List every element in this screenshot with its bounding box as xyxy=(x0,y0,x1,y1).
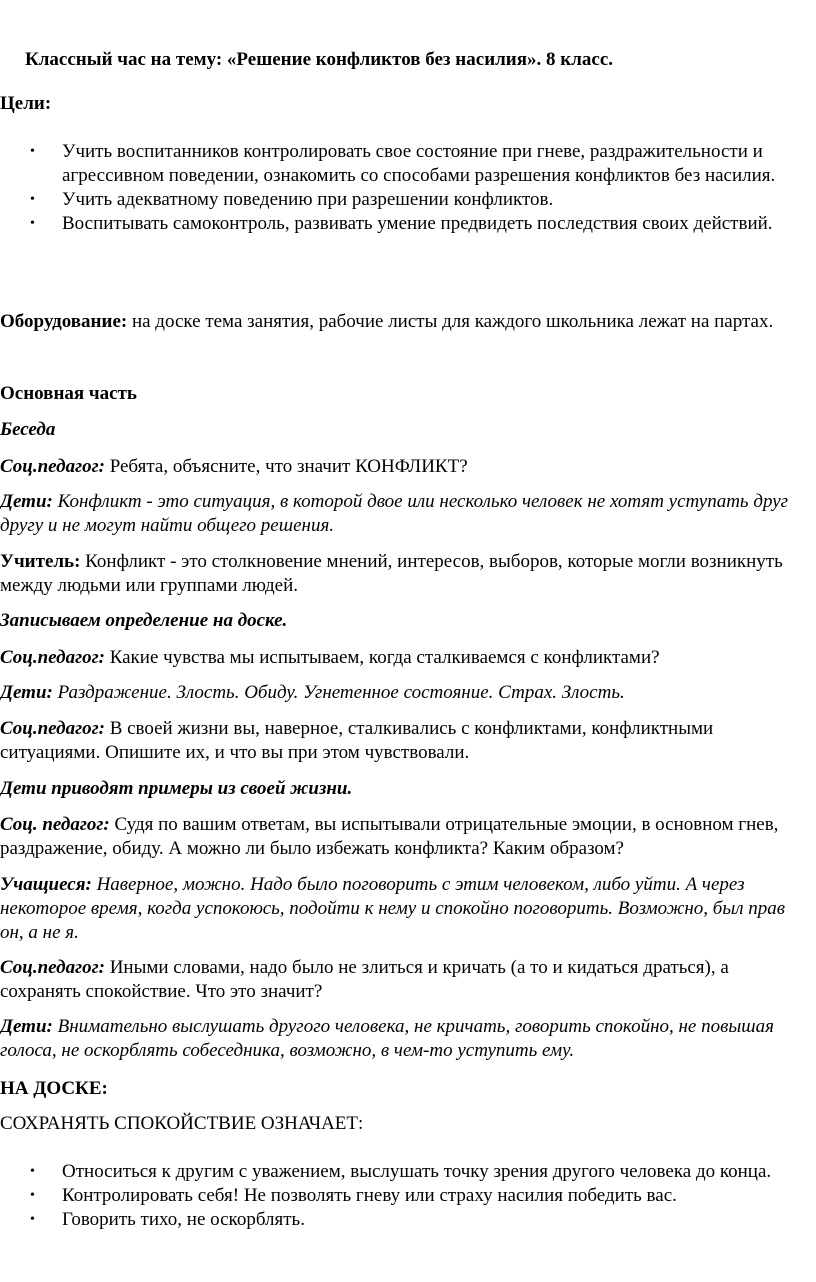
equipment-label: Оборудование: xyxy=(0,311,128,332)
bullet-icon: • xyxy=(30,1212,35,1227)
line-text: Иными словами, надо было не злиться и кричать (а то и кидаться драться), а сохранять спокойствие. Что это значит? xyxy=(0,957,729,1002)
speaker-label: Дети: xyxy=(0,1016,53,1037)
equipment-text: на доске тема занятия, рабочие листы для каждого школьника лежат на партах. xyxy=(127,311,774,332)
dialogue-line xyxy=(0,490,812,538)
speaker-label: Соц.педагог: xyxy=(0,647,105,668)
board-subheading: СОХРАНЯТЬ СПОКОЙСТВИЕ ОЗНАЧАЕТ: xyxy=(0,1113,364,1134)
line-text: Внимательно выслушать другого человека, не кричать, говорить спокойно, не повышая голоса, не оскорблять собеседника, возможно, в чем-то уступить ему. xyxy=(0,1016,774,1061)
dialogue-line xyxy=(0,550,812,598)
list-item: • Контролировать себя! Не позволять гневу или страху насилия победить вас. xyxy=(30,1185,677,1206)
speaker-label: Соц. педагог: xyxy=(0,814,110,835)
talk-heading: Беседа xyxy=(0,419,56,440)
speaker-label: Учащиеся: xyxy=(0,874,92,895)
speaker-label: Дети: xyxy=(0,682,53,703)
line-text: В своей жизни вы, наверное, сталкивались с конфликтами, конфликтными ситуациями. Опишите их, и что вы при этом чувствовали. xyxy=(0,718,714,763)
bullet-icon: • xyxy=(30,216,35,231)
dialogue-line xyxy=(0,956,812,1004)
list-item: • Воспитывать самоконтроль, развивать умение предвидеть последствия своих действий. xyxy=(30,213,773,234)
line-text: Конфликт - это ситуация, в которой двое или несколько человек не хотят уступать друг другу и не могут найти общего решения. xyxy=(0,491,789,536)
speaker-label: Соц.педагог: xyxy=(0,718,105,739)
goals-list xyxy=(0,140,800,236)
line-text: Раздражение. Злость. Обиду. Угнетенное состояние. Страх. Злость. xyxy=(52,682,625,703)
board-note: Записываем определение на доске. xyxy=(0,610,288,631)
main-part-heading: Основная часть xyxy=(0,383,137,404)
line-text: Судя по вашим ответам, вы испытывали отрицательные эмоции, в основном гнев, раздражение, обиду. А можно ли было избежать конфликта? Каким образом? xyxy=(0,814,779,859)
examples-note: Дети приводят примеры из своей жизни. xyxy=(0,778,353,799)
speaker-label: Соц.педагог: xyxy=(0,957,105,978)
list-item: • Учить воспитанников контролировать свое состояние при гневе, раздражительности и агрессивном поведении, ознакомить со способами разрешения конфликтов без насилия. xyxy=(30,141,776,186)
speaker-label: Дети: xyxy=(0,491,53,512)
board-heading: НА ДОСКЕ: xyxy=(0,1078,108,1099)
goals-heading: Цели: xyxy=(0,93,52,114)
dialogue-line xyxy=(0,681,812,705)
line-text: Конфликт - это столкновение мнений, интересов, выборов, которые могли возникнуть между людьми или группами людей. xyxy=(0,551,783,596)
bullet-icon: • xyxy=(30,1164,35,1179)
dialogue-line xyxy=(0,717,812,765)
line-text: Наверное, можно. Надо было поговорить с этим человеком, либо уйти. А через некоторое время, когда успокоюсь, подойти к нему и спокойно поговорить. Возможно, был прав он, а не я. xyxy=(0,874,786,943)
dialogue-line xyxy=(0,646,812,670)
line-text: Какие чувства мы испытываем, когда сталкиваемся с конфликтами? xyxy=(104,647,660,668)
dialogue-line xyxy=(0,455,812,479)
list-item: • Говорить тихо, не оскорблять. xyxy=(30,1209,305,1230)
document-title: Классный час на тему: «Решение конфликтов без насилия». 8 класс. xyxy=(25,49,613,70)
dialogue-line xyxy=(0,1015,812,1063)
list-item: • Учить адекватному поведению при разрешении конфликтов. xyxy=(30,189,554,210)
dialogue-line xyxy=(0,813,812,861)
bullet-icon: • xyxy=(30,192,35,207)
list-item: • Относиться к другим с уважением, выслушать точку зрения другого человека до конца. xyxy=(30,1161,772,1182)
board-list xyxy=(0,1160,800,1232)
equipment-paragraph xyxy=(0,310,812,334)
line-text: Ребята, объясните, что значит КОНФЛИКТ? xyxy=(104,456,468,477)
bullet-icon: • xyxy=(30,1188,35,1203)
speaker-label: Учитель: xyxy=(0,551,81,572)
bullet-icon: • xyxy=(30,144,35,159)
speaker-label: Соц.педагог: xyxy=(0,456,105,477)
dialogue-line xyxy=(0,873,812,945)
